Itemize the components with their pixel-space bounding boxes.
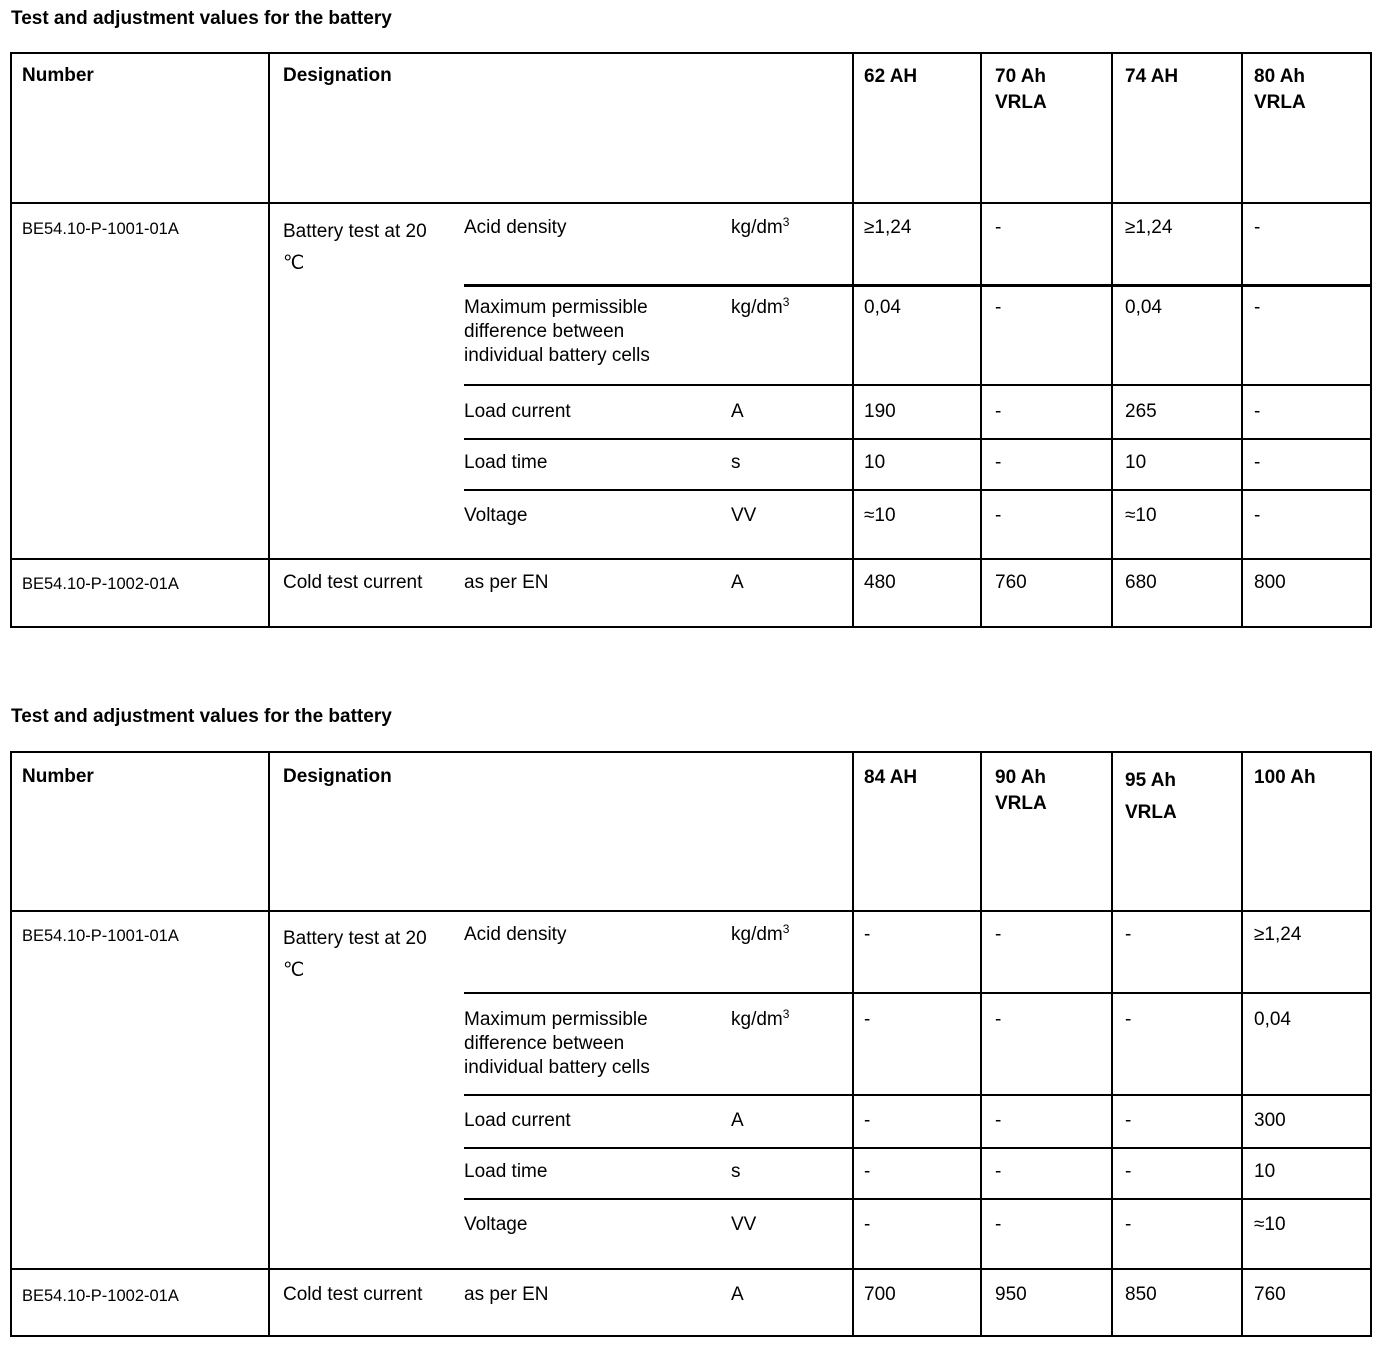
group-divider <box>10 558 1372 560</box>
test-designation: Cold test current <box>283 572 423 593</box>
table-title: Test and adjustment values for the battery <box>11 8 392 29</box>
value-cell: - <box>995 1009 1002 1030</box>
param-label: Acid density <box>464 217 567 238</box>
value-cell: - <box>995 401 1002 422</box>
test-number: BE54.10-P-1002-01A <box>22 1287 179 1305</box>
unit-label: A <box>731 1284 744 1305</box>
value-cell: 700 <box>864 1284 896 1305</box>
unit-label: $kg/dm^3$ <box>731 295 790 318</box>
value-cell: - <box>1125 1161 1132 1182</box>
value-cell: 0,04 <box>1254 1009 1291 1030</box>
row-divider <box>464 489 1372 491</box>
param-label: Voltage <box>464 1214 528 1235</box>
value-cell: ≈10 <box>1125 505 1157 526</box>
header-number: Number <box>22 766 94 787</box>
value-cell: - <box>995 1161 1002 1182</box>
param-label: Load current <box>464 401 571 422</box>
header-designation: Designation <box>283 65 392 86</box>
row-divider <box>464 992 1372 994</box>
unit-label: VV <box>731 505 757 526</box>
value-cell: - <box>1125 1110 1132 1131</box>
col-divider <box>1241 751 1243 1337</box>
test-designation: Battery test at 20 ℃ <box>283 221 427 274</box>
test-number: BE54.10-P-1002-01A <box>22 575 179 593</box>
value-cell: - <box>1254 452 1261 473</box>
test-designation: Cold test current <box>283 1284 423 1305</box>
value-cell: 760 <box>1254 1284 1286 1305</box>
value-cell: - <box>1254 217 1261 238</box>
test-number: BE54.10-P-1001-01A <box>22 927 179 945</box>
col-divider <box>980 751 982 1337</box>
value-cell: 850 <box>1125 1284 1157 1305</box>
value-cell: 680 <box>1125 572 1157 593</box>
header-capacity: 90 Ah VRLA <box>995 767 1047 814</box>
param-label: as per EN <box>464 1284 549 1305</box>
value-cell: ≈10 <box>1254 1214 1286 1235</box>
header-capacity: 84 AH <box>864 767 918 788</box>
col-divider <box>268 52 270 628</box>
value-cell: - <box>864 1214 871 1235</box>
unit-label: VV <box>731 1214 757 1235</box>
value-cell: - <box>864 1110 871 1131</box>
unit-label: A <box>731 1110 744 1131</box>
param-label: Maximum permissible difference between individual battery cells <box>464 1009 650 1078</box>
header-capacity: 100 Ah <box>1254 767 1316 788</box>
col-divider <box>852 52 854 628</box>
test-designation: Battery test at 20 ℃ <box>283 928 427 981</box>
param-label: Maximum permissible difference between individual battery cells <box>464 297 650 366</box>
value-cell: 480 <box>864 572 896 593</box>
value-cell: - <box>1125 1009 1132 1030</box>
value-cell: - <box>864 1009 871 1030</box>
param-label: Load current <box>464 1110 571 1131</box>
value-cell: - <box>864 924 871 945</box>
header-capacity: 80 Ah VRLA <box>1254 66 1306 113</box>
value-cell: - <box>1254 505 1261 526</box>
value-cell: ≥1,24 <box>1125 217 1173 238</box>
table-title: Test and adjustment values for the battery <box>11 706 392 727</box>
value-cell: - <box>995 505 1002 526</box>
row-divider <box>464 1094 1372 1096</box>
param-label: Load time <box>464 452 548 473</box>
col-divider <box>268 751 270 1337</box>
header-divider <box>10 910 1372 912</box>
value-cell: 300 <box>1254 1110 1286 1131</box>
value-cell: - <box>1125 924 1132 945</box>
header-capacity: 62 AH <box>864 66 918 87</box>
row-divider <box>464 1147 1372 1149</box>
param-label: Voltage <box>464 505 528 526</box>
value-cell: 10 <box>864 452 886 473</box>
value-cell: - <box>995 924 1002 945</box>
header-divider <box>10 202 1372 204</box>
header-designation: Designation <box>283 766 392 787</box>
unit-label: s <box>731 1161 741 1182</box>
value-cell: 0,04 <box>864 297 901 318</box>
value-cell: ≥1,24 <box>1254 924 1302 945</box>
value-cell: - <box>995 1214 1002 1235</box>
value-cell: 760 <box>995 572 1027 593</box>
value-cell: - <box>1254 297 1261 318</box>
param-label: as per EN <box>464 572 549 593</box>
row-divider <box>464 384 1372 386</box>
param-label: Acid density <box>464 924 567 945</box>
header-capacity: 70 Ah VRLA <box>995 66 1047 113</box>
group-divider <box>10 1268 1372 1270</box>
value-cell: - <box>995 217 1002 238</box>
value-cell: 10 <box>1254 1161 1276 1182</box>
col-divider <box>980 52 982 628</box>
header-number: Number <box>22 65 94 86</box>
value-cell: 10 <box>1125 452 1147 473</box>
unit-label: s <box>731 452 741 473</box>
unit-label: $kg/dm^3$ <box>731 922 790 945</box>
row-divider <box>464 438 1372 440</box>
value-cell: - <box>1125 1214 1132 1235</box>
value-cell: 950 <box>995 1284 1027 1305</box>
value-cell: - <box>1254 401 1261 422</box>
unit-label: A <box>731 401 744 422</box>
value-cell: - <box>995 297 1002 318</box>
test-number: BE54.10-P-1001-01A <box>22 220 179 238</box>
col-divider <box>852 751 854 1337</box>
header-capacity: 74 AH <box>1125 66 1179 87</box>
header-capacity: 95 Ah VRLA <box>1125 770 1177 823</box>
value-cell: ≥1,24 <box>864 217 912 238</box>
value-cell: ≈10 <box>864 505 896 526</box>
value-cell: - <box>995 1110 1002 1131</box>
value-cell: 190 <box>864 401 896 422</box>
value-cell: 0,04 <box>1125 297 1162 318</box>
value-cell: - <box>995 452 1002 473</box>
value-cell: - <box>864 1161 871 1182</box>
row-divider <box>464 1198 1372 1200</box>
value-cell: 265 <box>1125 401 1157 422</box>
col-divider <box>1111 52 1113 628</box>
unit-label: A <box>731 572 744 593</box>
row-divider <box>464 284 1372 287</box>
param-label: Load time <box>464 1161 548 1182</box>
col-divider <box>1241 52 1243 628</box>
unit-label: $kg/dm^3$ <box>731 215 790 238</box>
value-cell: 800 <box>1254 572 1286 593</box>
unit-label: $kg/dm^3$ <box>731 1007 790 1030</box>
col-divider <box>1111 751 1113 1337</box>
